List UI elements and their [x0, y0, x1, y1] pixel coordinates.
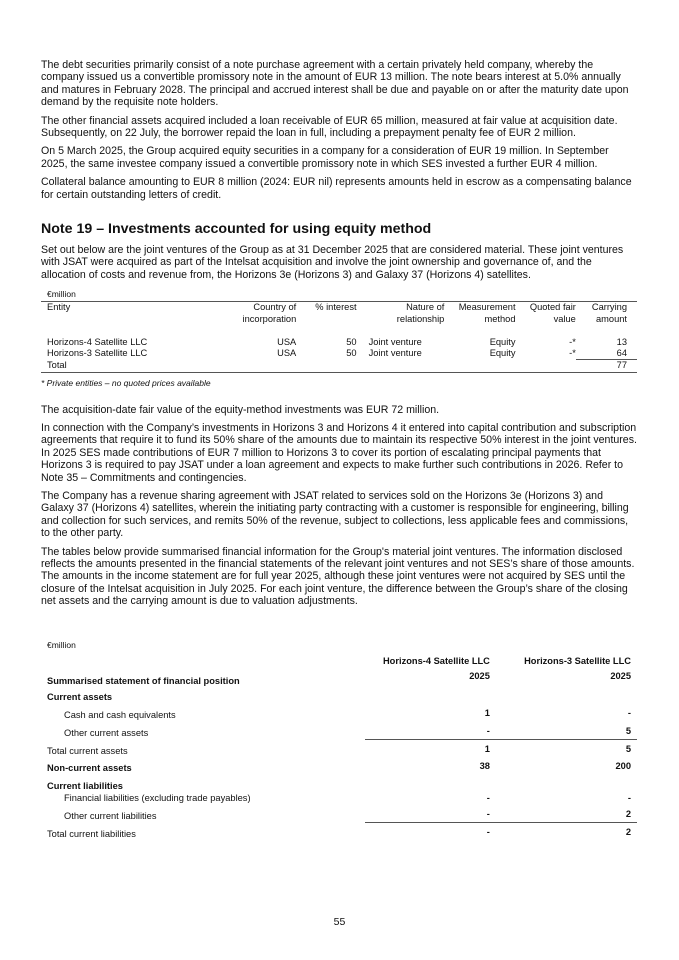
entity-cell: Horizons-4 Satellite LLC — [47, 336, 148, 347]
value-cell: - — [365, 823, 494, 841]
interest-cell: 50 — [346, 348, 357, 359]
paragraph: Set out below are the joint ventures of the Group as at 31 December 2025 that are considered material. These joint ventures with JSAT were acquired as part of the Intelsat acquisition and involve the joint ownership and governance of, and the allocation of costs and revenue from, the Horizons 3e (Horizons 3) and Galaxy 37 (Horizons 4) satellites. — [41, 244, 624, 281]
table-row — [41, 793, 637, 805]
value-cell: - — [627, 707, 631, 718]
table-row — [41, 757, 637, 775]
value-cell: 1 — [365, 740, 494, 758]
value-cell: - — [486, 792, 490, 803]
paragraph: The Company has a revenue sharing agreement with JSAT related to services sold on the Horizons 3e (Horizons 3) and Galaxy 37 (Horizons 4) satellites, wherein the initiating party contracting with a customer is responsible for engineering, billing and collection for such services, and remits 50% of the revenue, subject to collections, less applicable fees and commissions, to the other party. — [41, 489, 629, 540]
paragraph: The debt securities primarily consist of a note purchase agreement with a certain privately held company, whereby the company issued us a convertible promissory note in the amount of EUR 13 million. The note bears interest at 5.0% annually and matures in February 2028. The principal and accrued interest shall be due and payable on or after the maturity date upon demand by the requisite note holders. — [41, 59, 629, 109]
interest-cell: 50 — [346, 336, 357, 347]
statement-label: Summarised statement of financial position — [47, 676, 240, 687]
column-header: Country of incorporation — [242, 302, 297, 324]
row-label: Other current assets — [64, 727, 149, 738]
fair-value-cell: -* — [569, 348, 576, 359]
carrying-cell: 13 — [616, 336, 627, 347]
document-page — [41, 59, 637, 840]
value-cell: 38 — [479, 761, 490, 772]
row-label: Non-current assets — [47, 763, 132, 774]
column-header: Nature of relationship — [396, 302, 445, 324]
unit-label: €million — [47, 639, 76, 650]
country-cell: USA — [277, 336, 297, 347]
table-row — [41, 740, 637, 758]
column-header: Horizons-3 Satellite LLC — [524, 655, 631, 666]
section-label: Current liabilities — [47, 781, 123, 792]
carrying-cell: 64 — [576, 348, 637, 360]
entity-cell: Horizons-3 Satellite LLC — [47, 348, 148, 359]
table-row — [41, 337, 637, 348]
value-cell: - — [627, 792, 631, 803]
section-heading: Note 19 – Investments accounted for using equity method — [41, 221, 432, 238]
row-label: Total current assets — [47, 745, 128, 756]
measurement-cell: Equity — [489, 336, 516, 347]
nature-cell: Joint venture — [368, 336, 422, 347]
joint-ventures-table — [41, 289, 637, 372]
paragraph: The acquisition-date fair value of the equity-method investments was EUR 72 million. — [41, 403, 440, 416]
country-cell: USA — [277, 348, 297, 359]
table-row — [41, 722, 637, 740]
table-row — [41, 704, 637, 722]
value-cell: 5 — [625, 725, 631, 736]
column-header: Horizons-4 Satellite LLC — [382, 655, 490, 666]
section-label: Current assets — [47, 692, 113, 703]
table-header-row — [41, 302, 637, 337]
paragraph: On 5 March 2025, the Group acquired equity securities in a company for a consideration of EUR 19 million. In September 2025, the same investee company issued a convertible promissory note in which SES invested a further EUR 4 million. — [41, 145, 609, 170]
year-header: 2025 — [469, 671, 490, 682]
value-cell: - — [486, 808, 490, 819]
row-label: Financial liabilities (excluding trade payables) — [64, 792, 251, 803]
column-header: Measurement method — [458, 302, 516, 324]
column-header: % interest — [315, 302, 357, 313]
table-total-row — [41, 360, 637, 372]
column-header: Quoted fair value — [529, 302, 576, 324]
value-cell: 2 — [494, 823, 637, 841]
financial-position-table — [41, 656, 637, 841]
row-label: Cash and cash equivalents — [64, 709, 176, 720]
value-cell: 1 — [484, 707, 490, 718]
column-header: Carrying amount — [591, 302, 627, 324]
value-cell: 5 — [494, 740, 637, 758]
fair-value-cell: -* — [569, 336, 576, 347]
table-footnote: * Private entities – no quoted prices available — [41, 377, 211, 388]
paragraph: The other financial assets acquired included a loan receivable of EUR 65 million, measured at fair value at acquisition date. Subsequently, on 22 July, the borrower repaid the loan in full, including a prepayment penalty fee of EUR 2 million. — [41, 114, 618, 140]
total-value: 77 — [576, 360, 637, 372]
paragraph: Collateral balance amounting to EUR 8 million (2024: EUR nil) represents amounts held in escrow as a compensating balance for certain outstanding letters of credit. — [41, 176, 632, 201]
paragraph: In connection with the Company’s investments in Horizons 3 and Horizons 4 it entered into capital contribution and subscription agreements that require it to fund its 50% share of the amounts due to maintain its respective 50% interest in the joint ventures. In 2025 SES made contributions of EUR 7 million to Horizons 3 to cover its portion of escalating principal payments that Horizons 3 is required to pay JSAT under a loan agreement and expects to make further such contributions in 2026. Refer to Note 35 – Commitments and contingencies. — [41, 421, 637, 484]
table-row — [41, 823, 637, 841]
row-label: Other current liabilities — [64, 810, 157, 821]
page-number: 55 — [333, 916, 346, 928]
table-row — [41, 805, 637, 823]
row-label: Total current liabilities — [47, 828, 136, 839]
value-cell: - — [486, 725, 490, 736]
measurement-cell: Equity — [489, 348, 516, 359]
year-header: 2025 — [610, 671, 631, 682]
column-header: Entity — [47, 302, 71, 313]
total-label: Total — [41, 360, 220, 372]
table-row — [41, 348, 637, 360]
nature-cell: Joint venture — [368, 348, 422, 359]
paragraph: The tables below provide summarised financial information for the Group's material joint ventures. The information disclosed reflects the amounts presented in the financial statements of the relevant joint ventures and not SES’s share of those amounts. The amounts in the income statement are for full year 2025, although these joint ventures were not acquired by SES until the closure of the Intelsat acquisition in July 2025. For each joint venture, the difference between the Group’s share of the closing net assets and the carrying amount is due to valuation adjustments. — [41, 545, 635, 608]
unit-label: €million — [41, 289, 637, 302]
value-cell: 2 — [625, 808, 631, 819]
value-cell: 200 — [615, 761, 631, 772]
